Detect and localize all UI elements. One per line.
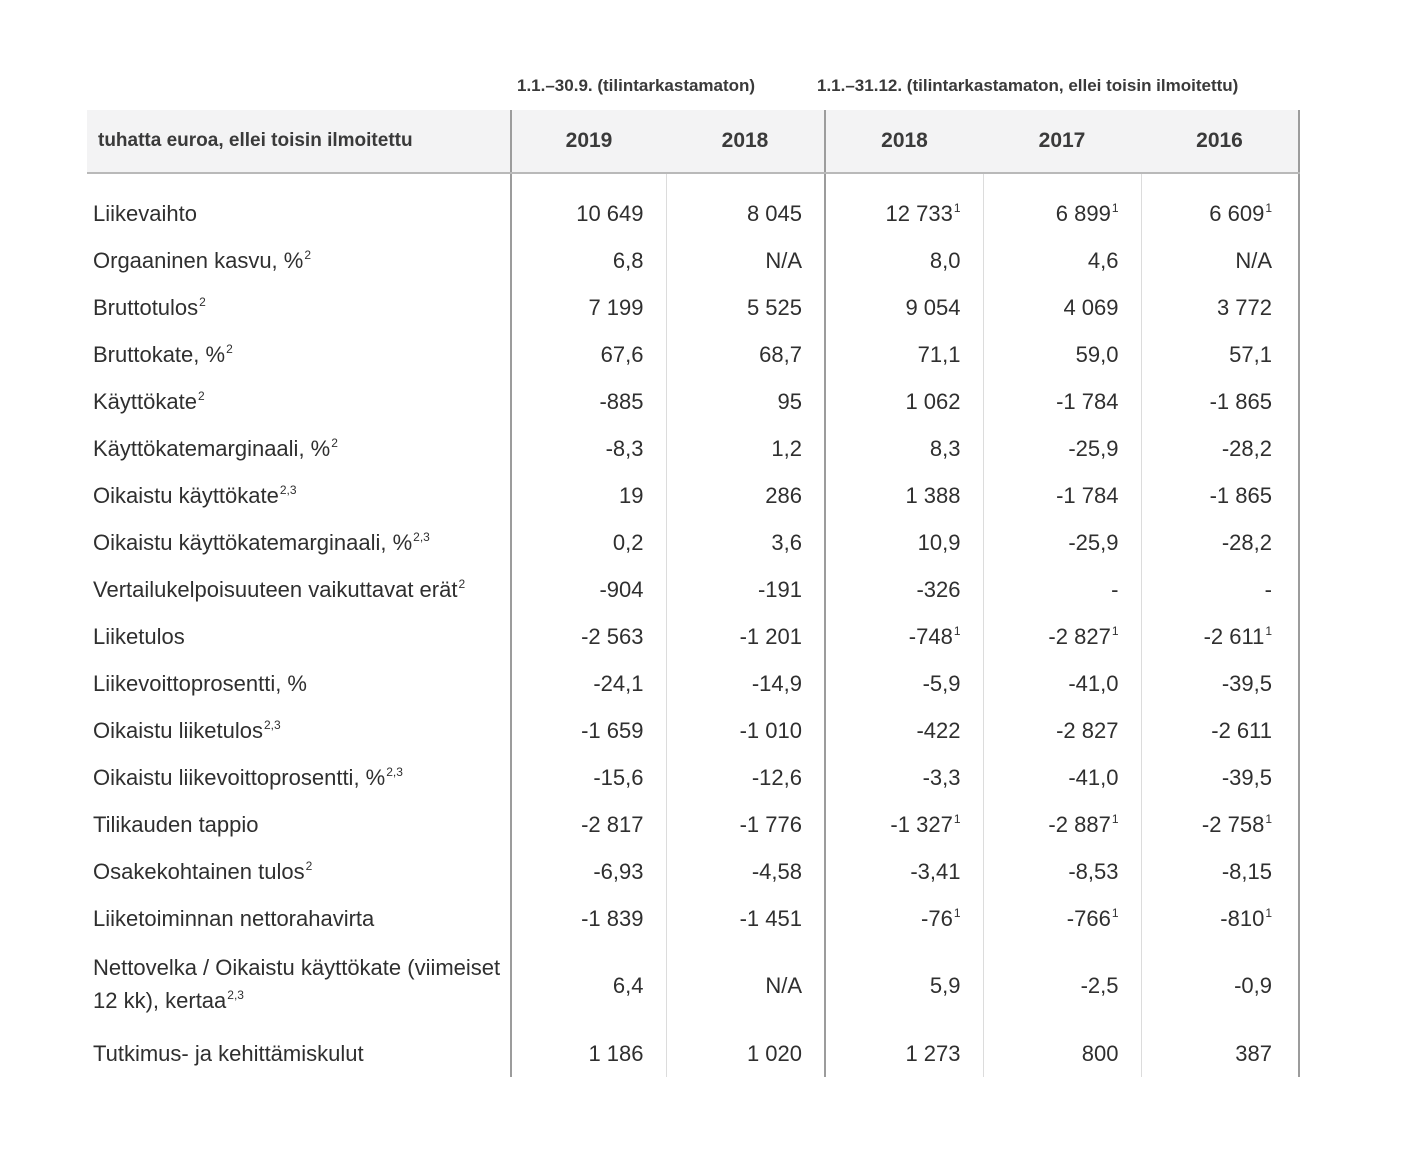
table-row xyxy=(87,331,1299,378)
row-label-text: Oikaistu käyttökatemarginaali, % xyxy=(93,529,413,555)
footnote-marker: 2 xyxy=(458,576,466,591)
row-label xyxy=(87,613,511,660)
value-cell xyxy=(511,519,666,566)
value-cell xyxy=(666,472,825,519)
footnote-marker: 2 xyxy=(304,247,312,262)
value-text: -39,5 xyxy=(1221,670,1272,696)
value-text: 1 273 xyxy=(905,1040,961,1066)
value-text: -748 xyxy=(908,623,953,649)
table-row xyxy=(87,613,1299,660)
value-cell xyxy=(983,378,1141,425)
value-text: N/A xyxy=(765,247,802,273)
value-cell xyxy=(983,425,1141,472)
value-cell xyxy=(511,754,666,801)
value-cell xyxy=(511,331,666,378)
row-label-text: Käyttökatemarginaali, % xyxy=(93,435,331,461)
value-text: 12 733 xyxy=(885,200,953,226)
row-label xyxy=(87,1030,511,1077)
value-cell xyxy=(1141,378,1299,425)
value-text: 9 054 xyxy=(905,294,961,320)
value-text: -1 784 xyxy=(1056,482,1119,508)
value-text: 3 772 xyxy=(1216,294,1272,320)
value-cell xyxy=(666,613,825,660)
value-cell xyxy=(1141,707,1299,754)
value-cell xyxy=(983,613,1141,660)
value-cell xyxy=(511,472,666,519)
value-text: -191 xyxy=(757,576,802,602)
footnote-marker: 1 xyxy=(1265,811,1272,826)
value-cell xyxy=(825,942,983,1030)
value-cell xyxy=(983,801,1141,848)
value-cell xyxy=(825,472,983,519)
row-label-text: Bruttotulos xyxy=(93,294,199,320)
table-row xyxy=(87,284,1299,331)
value-text: -904 xyxy=(599,576,644,602)
value-text: -4,58 xyxy=(751,858,802,884)
value-text: 57,1 xyxy=(1229,341,1272,367)
value-text: 95 xyxy=(777,388,802,414)
value-text: 10,9 xyxy=(917,529,961,555)
value-cell xyxy=(666,173,825,237)
value-text: -41,0 xyxy=(1068,764,1119,790)
value-cell xyxy=(983,173,1141,237)
value-cell xyxy=(1141,848,1299,895)
year-header-2016: 2016 xyxy=(1141,110,1299,173)
table-row xyxy=(87,173,1299,237)
value-text: -39,5 xyxy=(1221,764,1272,790)
value-text: -422 xyxy=(916,717,961,743)
row-label-text: Käyttökate xyxy=(93,388,197,414)
row-label xyxy=(87,895,511,942)
value-cell xyxy=(511,801,666,848)
value-text: 10 649 xyxy=(576,200,644,226)
value-text: -810 xyxy=(1220,905,1265,931)
value-cell xyxy=(1141,942,1299,1030)
value-text: -2 563 xyxy=(581,623,644,649)
value-cell xyxy=(825,754,983,801)
footnote-marker: 2 xyxy=(197,388,205,403)
value-cell xyxy=(511,848,666,895)
row-label-text: Oikaistu liiketulos xyxy=(93,717,263,743)
value-cell xyxy=(983,331,1141,378)
value-text: 59,0 xyxy=(1075,341,1119,367)
value-text: -326 xyxy=(916,576,961,602)
value-cell xyxy=(511,707,666,754)
value-text: - xyxy=(1111,576,1119,602)
value-cell xyxy=(1141,519,1299,566)
value-cell xyxy=(511,425,666,472)
value-cell xyxy=(666,566,825,613)
row-label xyxy=(87,331,511,378)
table-row xyxy=(87,848,1299,895)
value-text: 4 069 xyxy=(1063,294,1119,320)
row-label-text: Liikevoittoprosentti, % xyxy=(93,670,307,696)
footnote-marker: 2,3 xyxy=(413,529,430,544)
value-cell xyxy=(511,237,666,284)
table-row xyxy=(87,472,1299,519)
value-cell xyxy=(666,1030,825,1077)
row-label xyxy=(87,237,511,284)
footnote-marker: 1 xyxy=(1265,200,1272,215)
value-cell xyxy=(825,660,983,707)
value-text: N/A xyxy=(765,973,802,998)
value-text: 4,6 xyxy=(1087,247,1119,273)
period-interim-heading: 1.1.–30.9. (tilintarkastamaton) xyxy=(517,76,756,95)
value-text: 1 388 xyxy=(905,482,961,508)
value-cell xyxy=(825,848,983,895)
value-cell xyxy=(666,801,825,848)
value-cell xyxy=(983,472,1141,519)
footnote-marker: 1 xyxy=(953,200,961,215)
value-cell xyxy=(983,754,1141,801)
value-cell xyxy=(511,566,666,613)
value-cell xyxy=(666,895,825,942)
row-label-text: Nettovelka / Oikaistu käyttökate (viimeiset 12 kk), kertaa xyxy=(93,955,501,1013)
year-header-2019: 2019 xyxy=(511,110,666,173)
value-cell xyxy=(983,566,1141,613)
value-cell xyxy=(825,707,983,754)
table-row xyxy=(87,1030,1299,1077)
year-header-2018-interim: 2018 xyxy=(666,110,825,173)
table-row xyxy=(87,707,1299,754)
value-cell xyxy=(983,848,1141,895)
row-label-text: Tilikauden tappio xyxy=(93,811,259,837)
year-header-2018-annual: 2018 xyxy=(825,110,983,173)
value-text: 6 899 xyxy=(1055,200,1111,226)
value-text: 71,1 xyxy=(917,341,961,367)
value-text: -2 758 xyxy=(1201,811,1265,837)
value-cell xyxy=(825,519,983,566)
row-label xyxy=(87,378,511,425)
value-text: -885 xyxy=(599,388,644,414)
table-header xyxy=(87,110,1299,173)
row-label xyxy=(87,660,511,707)
footnote-marker: 2 xyxy=(199,294,206,309)
footnote-marker: 2,3 xyxy=(279,482,297,497)
row-label-text: Oikaistu liikevoittoprosentti, % xyxy=(93,764,386,790)
footnote-marker: 2,3 xyxy=(386,764,403,779)
value-text: 1 186 xyxy=(588,1040,644,1066)
value-cell xyxy=(1141,425,1299,472)
value-cell xyxy=(825,378,983,425)
value-text: -1 865 xyxy=(1209,482,1272,508)
value-text: 6,8 xyxy=(612,247,644,273)
value-cell xyxy=(1141,237,1299,284)
row-label xyxy=(87,519,511,566)
value-text: 6 609 xyxy=(1209,200,1265,226)
value-text: -2 611 xyxy=(1203,623,1265,649)
value-cell xyxy=(666,754,825,801)
value-cell xyxy=(511,613,666,660)
value-text: -1 327 xyxy=(890,811,953,837)
header-row xyxy=(87,110,1299,173)
row-label-text: Orgaaninen kasvu, % xyxy=(93,247,304,273)
footnote-marker: 1 xyxy=(1265,623,1272,638)
row-label-text: Liiketulos xyxy=(93,623,185,649)
table-row xyxy=(87,895,1299,942)
footnote-marker: 1 xyxy=(953,811,961,826)
value-cell xyxy=(666,519,825,566)
value-cell xyxy=(825,425,983,472)
footnote-marker: 2,3 xyxy=(263,717,281,732)
value-cell xyxy=(666,942,825,1030)
value-text: -1 839 xyxy=(581,905,644,931)
value-cell xyxy=(983,707,1141,754)
value-cell xyxy=(666,284,825,331)
row-label-text: Vertailukelpoisuuteen vaikuttavat erät xyxy=(93,576,458,602)
value-cell xyxy=(825,801,983,848)
row-label xyxy=(87,173,511,237)
value-text: -0,9 xyxy=(1234,973,1272,998)
value-text: 286 xyxy=(765,482,802,508)
table-row xyxy=(87,801,1299,848)
value-cell xyxy=(983,895,1141,942)
value-cell xyxy=(511,895,666,942)
value-text: -2 611 xyxy=(1211,717,1272,743)
value-cell xyxy=(1141,1030,1299,1077)
value-cell xyxy=(1141,895,1299,942)
value-text: -2 827 xyxy=(1056,717,1119,743)
value-cell xyxy=(1141,754,1299,801)
value-text: 67,6 xyxy=(600,341,644,367)
value-text: -3,41 xyxy=(910,858,961,884)
value-text: -5,9 xyxy=(922,670,961,696)
row-label xyxy=(87,848,511,895)
value-text: 8,3 xyxy=(929,435,961,461)
value-cell xyxy=(666,848,825,895)
year-header-2017: 2017 xyxy=(983,110,1141,173)
value-cell xyxy=(1141,472,1299,519)
value-text: -25,9 xyxy=(1068,529,1119,555)
value-text: 3,6 xyxy=(771,529,802,555)
value-cell xyxy=(983,519,1141,566)
value-text: -14,9 xyxy=(751,670,802,696)
value-text: -1 201 xyxy=(739,623,802,649)
row-label xyxy=(87,284,511,331)
value-cell xyxy=(511,378,666,425)
row-label-text: Oikaistu käyttökate xyxy=(93,482,279,508)
value-cell xyxy=(825,895,983,942)
value-cell xyxy=(983,660,1141,707)
value-text: 5 525 xyxy=(746,294,802,320)
value-text: 6,4 xyxy=(612,973,644,998)
table-row xyxy=(87,425,1299,472)
value-text: -1 010 xyxy=(739,717,802,743)
row-label xyxy=(87,942,511,1030)
row-label xyxy=(87,472,511,519)
table-body xyxy=(87,173,1299,1077)
value-text: 5,9 xyxy=(929,973,961,998)
value-text: -41,0 xyxy=(1068,670,1119,696)
footnote-marker: 2 xyxy=(305,858,313,873)
value-cell xyxy=(666,237,825,284)
value-text: -8,3 xyxy=(605,435,644,461)
row-label-text: Tutkimus- ja kehittämiskulut xyxy=(93,1040,364,1066)
value-cell xyxy=(666,331,825,378)
table-row xyxy=(87,519,1299,566)
value-cell xyxy=(511,942,666,1030)
value-cell xyxy=(666,378,825,425)
value-text: 8,0 xyxy=(929,247,961,273)
row-label-text: Liiketoiminnan nettorahavirta xyxy=(93,905,375,931)
value-text: 68,7 xyxy=(759,341,802,367)
value-text: -2 887 xyxy=(1048,811,1111,837)
value-text: 387 xyxy=(1235,1040,1272,1066)
footnote-marker: 2 xyxy=(226,341,233,356)
footnote-marker: 1 xyxy=(1265,905,1272,920)
value-cell xyxy=(825,613,983,660)
value-text: 1 062 xyxy=(905,388,961,414)
value-cell xyxy=(666,707,825,754)
row-label xyxy=(87,754,511,801)
value-text: -76 xyxy=(921,905,953,931)
footnote-marker: 2 xyxy=(331,435,338,450)
value-text: -3,3 xyxy=(922,764,961,790)
value-text: -1 451 xyxy=(739,905,802,931)
row-label-text: Osakekohtainen tulos xyxy=(93,858,305,884)
value-cell xyxy=(1141,660,1299,707)
footnote-marker: 1 xyxy=(953,623,961,638)
value-text: -12,6 xyxy=(751,764,802,790)
value-text: -1 776 xyxy=(739,811,802,837)
unit-label-header: tuhatta euroa, ellei toisin ilmoitettu xyxy=(87,110,511,173)
value-text: -2 827 xyxy=(1048,623,1111,649)
value-text: 7 199 xyxy=(588,294,644,320)
value-cell xyxy=(825,331,983,378)
footnote-marker: 1 xyxy=(1111,811,1119,826)
footnote-marker: 1 xyxy=(953,905,961,920)
value-text: -2,5 xyxy=(1080,973,1119,998)
value-text: 19 xyxy=(619,482,644,508)
value-text: 8 045 xyxy=(746,200,802,226)
value-text: - xyxy=(1264,576,1272,602)
value-text: -8,15 xyxy=(1221,858,1272,884)
row-label xyxy=(87,566,511,613)
value-cell xyxy=(511,1030,666,1077)
value-text: -766 xyxy=(1066,905,1111,931)
footnote-marker: 1 xyxy=(1111,905,1119,920)
value-text: -15,6 xyxy=(593,764,644,790)
value-cell xyxy=(1141,801,1299,848)
table-row xyxy=(87,942,1299,1030)
value-text: -24,1 xyxy=(593,670,644,696)
value-cell xyxy=(1141,331,1299,378)
footnote-marker: 1 xyxy=(1111,623,1119,638)
value-text: 1,2 xyxy=(771,435,802,461)
value-cell xyxy=(1141,613,1299,660)
value-cell xyxy=(825,237,983,284)
value-text: -1 784 xyxy=(1056,388,1119,414)
value-cell xyxy=(511,284,666,331)
value-cell xyxy=(1141,566,1299,613)
value-text: N/A xyxy=(1235,247,1272,273)
value-text: -2 817 xyxy=(581,811,644,837)
value-text: 800 xyxy=(1081,1040,1119,1066)
value-cell xyxy=(1141,284,1299,331)
table-row xyxy=(87,237,1299,284)
footnote-marker: 2,3 xyxy=(227,988,244,1002)
table-row xyxy=(87,566,1299,613)
value-cell xyxy=(825,173,983,237)
value-cell xyxy=(1141,173,1299,237)
row-label xyxy=(87,801,511,848)
value-cell xyxy=(983,237,1141,284)
value-text: -25,9 xyxy=(1068,435,1119,461)
value-cell xyxy=(825,284,983,331)
value-cell xyxy=(983,942,1141,1030)
value-cell xyxy=(825,1030,983,1077)
value-cell xyxy=(983,284,1141,331)
value-cell xyxy=(511,173,666,237)
value-text: 1 020 xyxy=(746,1040,802,1066)
row-label xyxy=(87,707,511,754)
value-text: 0,2 xyxy=(612,529,644,555)
value-cell xyxy=(825,566,983,613)
table-row xyxy=(87,378,1299,425)
footnote-marker: 1 xyxy=(1111,200,1119,215)
value-text: -1 659 xyxy=(581,717,644,743)
period-annual-heading: 1.1.–31.12. (tilintarkastamaton, ellei toisin ilmoitettu) xyxy=(817,76,1239,95)
value-text: -1 865 xyxy=(1209,388,1272,414)
row-label-text: Bruttokate, % xyxy=(93,341,226,367)
value-cell xyxy=(983,1030,1141,1077)
table-row xyxy=(87,660,1299,707)
value-text: -28,2 xyxy=(1221,435,1272,461)
row-label-text: Liikevaihto xyxy=(93,200,197,226)
value-text: -6,93 xyxy=(593,858,644,884)
financial-key-figures-table xyxy=(87,110,1300,1077)
value-text: -8,53 xyxy=(1068,858,1119,884)
value-text: -28,2 xyxy=(1221,529,1272,555)
value-cell xyxy=(666,660,825,707)
value-cell xyxy=(511,660,666,707)
table-row xyxy=(87,754,1299,801)
value-cell xyxy=(666,425,825,472)
row-label xyxy=(87,425,511,472)
